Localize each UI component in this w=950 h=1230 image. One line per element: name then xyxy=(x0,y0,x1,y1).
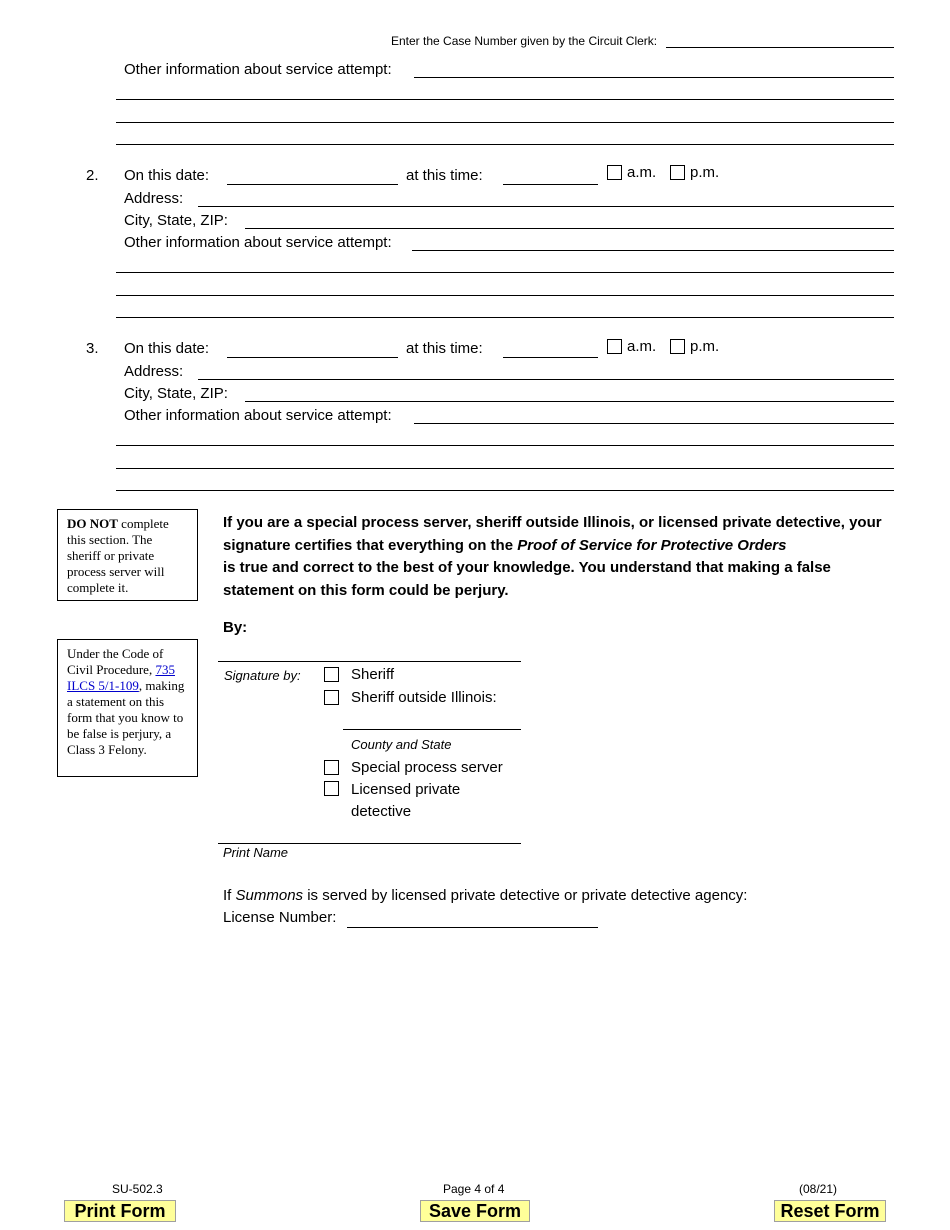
sheriff-outside-checkbox[interactable] xyxy=(324,690,339,705)
perjury-note-pre: Under the Code of Civil Procedure, xyxy=(67,646,164,677)
perjury-note xyxy=(57,639,198,777)
attempt2-address-input[interactable] xyxy=(198,189,894,207)
attempt2-address-label: Address: xyxy=(124,190,184,207)
attempt2-time-input[interactable] xyxy=(503,167,598,185)
save-form-button[interactable]: Save Form xyxy=(420,1200,530,1222)
attempt2-number: 2. xyxy=(86,167,99,184)
attempt3-date-input[interactable] xyxy=(227,340,398,358)
attempt2-city-input[interactable] xyxy=(245,211,894,229)
do-not-complete-note xyxy=(57,509,198,601)
signature-by-label: Signature by: xyxy=(224,668,301,683)
attempt3-pm-checkbox[interactable] xyxy=(670,339,685,354)
attempt3-other-info-line-3[interactable] xyxy=(116,451,894,469)
attempt2-am-checkbox[interactable] xyxy=(607,165,622,180)
attempt3-other-info-line-2[interactable] xyxy=(116,428,894,446)
attempt3-city-label: City, State, ZIP: xyxy=(124,385,228,402)
attempt1-other-info-line-4[interactable] xyxy=(116,127,894,145)
license-text-post: is served by licensed private detective or private detective agency: xyxy=(307,887,748,904)
attempt1-other-info-line-3[interactable] xyxy=(116,105,894,123)
attempt3-city-input[interactable] xyxy=(245,384,894,402)
print-name-input[interactable] xyxy=(218,826,521,844)
attempt3-date-label: On this date: xyxy=(124,340,210,357)
certification-statement xyxy=(223,512,893,602)
attempt3-address-label: Address: xyxy=(124,363,184,380)
attempt2-am-label: a.m. xyxy=(627,164,657,181)
certification-part2: is true and correct to the best of your knowledge. You understand that making a false statement on this form could be perjury. xyxy=(223,559,831,599)
attempt3-address-input[interactable] xyxy=(198,362,894,380)
attempt2-other-info-line-3[interactable] xyxy=(116,278,894,296)
attempt3-time-label: at this time: xyxy=(406,340,483,357)
attempt1-other-info-line-2[interactable] xyxy=(116,82,894,100)
attempt2-time-label: at this time: xyxy=(406,167,483,184)
sheriff-outside-label: Sheriff outside Illinois: xyxy=(351,689,497,706)
reset-form-button[interactable]: Reset Form xyxy=(774,1200,886,1222)
license-statement xyxy=(223,887,747,905)
licensed-detective-label-line1: Licensed private xyxy=(351,781,461,798)
certification-form-title: Proof of Service for Protective Orders xyxy=(517,536,787,554)
case-number-label: Enter the Case Number given by the Circuit Clerk: xyxy=(391,34,658,48)
print-name-label: Print Name xyxy=(223,845,289,860)
form-id: SU-502.3 xyxy=(112,1182,163,1196)
attempt3-time-input[interactable] xyxy=(503,340,598,358)
county-state-label: County and State xyxy=(351,737,452,752)
special-process-server-label: Special process server xyxy=(351,759,503,776)
page-number: Page 4 of 4 xyxy=(443,1182,505,1196)
attempt2-other-info-label: Other information about service attempt: xyxy=(124,234,392,251)
special-process-server-checkbox[interactable] xyxy=(324,760,339,775)
attempt3-number: 3. xyxy=(86,340,99,357)
license-summons: Summons xyxy=(235,887,304,904)
do-not-label: DO NOT xyxy=(67,516,118,531)
license-text-pre: If xyxy=(223,887,232,904)
attempt3-other-info-input[interactable] xyxy=(414,406,894,424)
attempt2-pm-checkbox[interactable] xyxy=(670,165,685,180)
statute-link[interactable]: 735 ILCS 5/1-109 xyxy=(67,662,175,693)
attempt3-other-info-line-4[interactable] xyxy=(116,473,894,491)
attempt1-other-info-input[interactable] xyxy=(414,60,894,78)
licensed-detective-checkbox[interactable] xyxy=(324,781,339,796)
attempt3-am-label: a.m. xyxy=(627,338,657,355)
attempt1-other-info-label: Other information about service attempt: xyxy=(124,61,392,78)
attempt2-other-info-input[interactable] xyxy=(412,233,894,251)
certification-part1: If you are a special process server, sheriff outside Illinois, or licensed private detective, your signature certifies that everything on the xyxy=(223,514,882,554)
attempt2-other-info-line-4[interactable] xyxy=(116,300,894,318)
license-number-label: License Number: xyxy=(223,909,337,926)
sheriff-checkbox[interactable] xyxy=(324,667,339,682)
license-number-input[interactable] xyxy=(347,910,598,928)
attempt3-pm-label: p.m. xyxy=(690,338,720,355)
licensed-detective-label-line2: detective xyxy=(351,803,412,820)
perjury-note-post: , making a statement on this form that you know to be false is perjury, a Class 3 Felony. xyxy=(67,678,185,757)
do-not-text: complete this section. The sheriff or private process server will complete it. xyxy=(67,516,169,595)
attempt2-pm-label: p.m. xyxy=(690,164,720,181)
signature-input[interactable] xyxy=(218,644,521,662)
by-label: By: xyxy=(223,619,248,636)
attempt2-date-label: On this date: xyxy=(124,167,210,184)
attempt3-am-checkbox[interactable] xyxy=(607,339,622,354)
print-form-button[interactable]: Print Form xyxy=(64,1200,176,1222)
county-state-input[interactable] xyxy=(343,712,521,730)
attempt2-city-label: City, State, ZIP: xyxy=(124,212,228,229)
attempt2-other-info-line-2[interactable] xyxy=(116,255,894,273)
case-number-input[interactable] xyxy=(666,30,894,48)
sheriff-label: Sheriff xyxy=(351,666,395,683)
attempt2-date-input[interactable] xyxy=(227,167,398,185)
attempt3-other-info-label: Other information about service attempt: xyxy=(124,407,392,424)
form-date: (08/21) xyxy=(799,1182,838,1196)
